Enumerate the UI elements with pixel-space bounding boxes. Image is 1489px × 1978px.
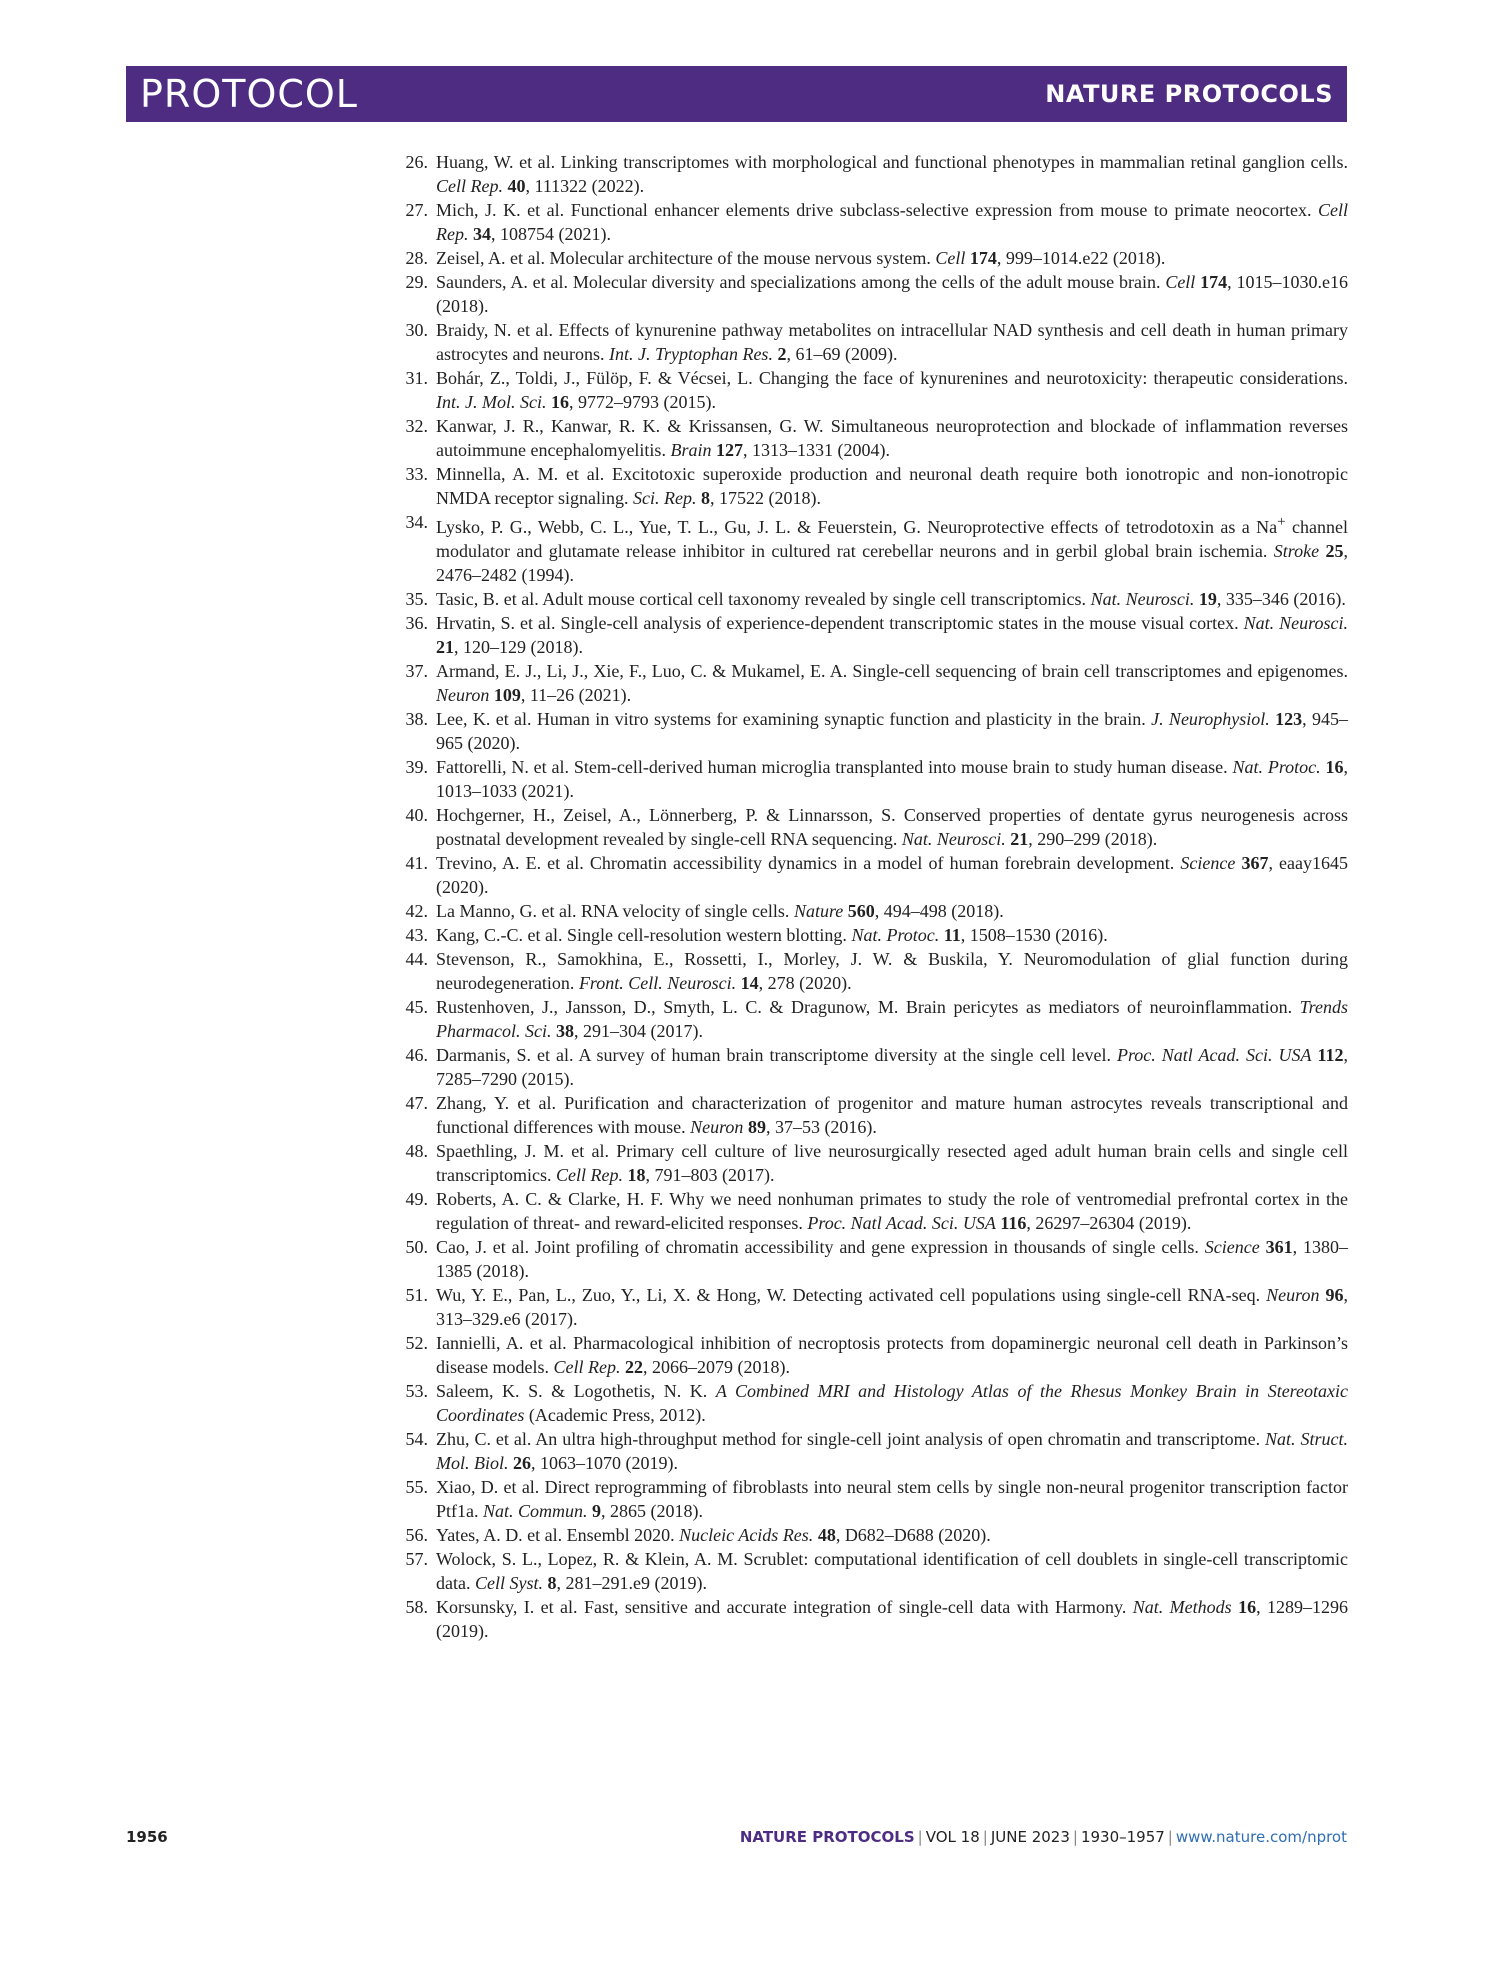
reference-item: [388, 587, 1348, 611]
reference-number: 45.: [405, 997, 428, 1017]
reference-text: Lee, K. et al. Human in vitro systems for examining synaptic function and plasticity in the brain. J. Neurophysiol. 123, 945–965 (2020).: [436, 709, 1349, 753]
reference-number: 44.: [405, 949, 428, 969]
page-number: 1956: [126, 1828, 168, 1846]
reference-item: [388, 462, 1348, 510]
reference-item: [388, 1283, 1348, 1331]
reference-text: Hrvatin, S. et al. Single-cell analysis of experience-dependent transcriptomic states in the mouse visual cortex. Nat. Neurosci. 21, 120–129 (2018).: [436, 613, 1348, 657]
reference-number: 32.: [405, 416, 428, 436]
reference-text: Mich, J. K. et al. Functional enhancer elements drive subclass-selective expression from mouse to primate neocortex. Cell Rep. 34, 108754 (2021).: [436, 200, 1348, 244]
reference-item: [388, 1139, 1348, 1187]
reference-number: 34.: [405, 512, 428, 532]
reference-number: 31.: [405, 368, 428, 388]
footer-citation: NATURE PROTOCOLS | VOL 18 | JUNE 2023 | 1930–1957 | www.nature.com/nprot: [739, 1828, 1347, 1846]
reference-item: [388, 947, 1348, 995]
reference-item: [388, 198, 1348, 246]
reference-number: 38.: [405, 709, 428, 729]
reference-number: 54.: [405, 1429, 428, 1449]
footer-journal: NATURE PROTOCOLS: [739, 1828, 915, 1846]
reference-item: [388, 1331, 1348, 1379]
reference-item: [388, 611, 1348, 659]
reference-text: Wu, Y. E., Pan, L., Zuo, Y., Li, X. & Hong, W. Detecting activated cell populations using single-cell RNA-seq. Neuron 96, 313–329.e6 (2017).: [436, 1285, 1348, 1329]
reference-number: 35.: [405, 589, 428, 609]
reference-number: 28.: [405, 248, 428, 268]
reference-item: [388, 414, 1348, 462]
reference-item: [388, 366, 1348, 414]
reference-item: [388, 246, 1348, 270]
reference-item: [388, 1187, 1348, 1235]
reference-item: [388, 150, 1348, 198]
reference-text: Trevino, A. E. et al. Chromatin accessibility dynamics in a model of human forebrain development. Science 367, eaay1645 (2020).: [436, 853, 1349, 897]
journal-name: NATURE PROTOCOLS: [1045, 80, 1333, 108]
reference-item: [388, 510, 1348, 587]
reference-number: 33.: [405, 464, 428, 484]
reference-number: 49.: [405, 1189, 428, 1209]
reference-item: [388, 707, 1348, 755]
reference-item: [388, 1595, 1348, 1643]
footer-volume: VOL 18: [925, 1828, 980, 1846]
reference-item: [388, 270, 1348, 318]
page-footer: [126, 1828, 1347, 1852]
reference-number: 48.: [405, 1141, 428, 1161]
reference-text: La Manno, G. et al. RNA velocity of single cells. Nature 560, 494–498 (2018).: [436, 901, 1004, 921]
reference-number: 47.: [405, 1093, 428, 1113]
reference-list: [388, 150, 1348, 1643]
reference-number: 41.: [405, 853, 428, 873]
footer-url-link[interactable]: www.nature.com/nprot: [1175, 1828, 1347, 1846]
reference-item: [388, 1043, 1348, 1091]
reference-text: Zhu, C. et al. An ultra high-throughput method for single-cell joint analysis of open chromatin and transcriptome. Nat. Struct. Mol. Biol. 26, 1063–1070 (2019).: [436, 1429, 1348, 1473]
reference-number: 42.: [405, 901, 428, 921]
reference-number: 37.: [405, 661, 428, 681]
reference-item: [388, 1379, 1348, 1427]
reference-number: 50.: [405, 1237, 428, 1257]
footer-date: JUNE 2023: [990, 1828, 1070, 1846]
reference-text: Fattorelli, N. et al. Stem-cell-derived human microglia transplanted into mouse brain to study human disease. Nat. Protoc. 16, 1013–1033 (2021).: [436, 757, 1348, 801]
reference-number: 53.: [405, 1381, 428, 1401]
reference-text: Armand, E. J., Li, J., Xie, F., Luo, C. & Mukamel, E. A. Single-cell sequencing of brain cell transcriptomes and epigenomes. Neuron 109, 11–26 (2021).: [436, 661, 1348, 705]
reference-text: Darmanis, S. et al. A survey of human brain transcriptome diversity at the single cell level. Proc. Natl Acad. Sci. USA 112, 7285–7290 (2015).: [436, 1045, 1348, 1089]
header-bar: [126, 66, 1347, 122]
reference-number: 40.: [405, 805, 428, 825]
reference-item: [388, 1475, 1348, 1523]
reference-item: [388, 803, 1348, 851]
reference-item: [388, 899, 1348, 923]
reference-number: 43.: [405, 925, 428, 945]
reference-text: Saleem, K. S. & Logothetis, N. K. A Combined MRI and Histology Atlas of the Rhesus Monkey Brain in Stereotaxic Coordinates (Academic Press, 2012).: [436, 1381, 1348, 1425]
reference-number: 36.: [405, 613, 428, 633]
reference-text: Roberts, A. C. & Clarke, H. F. Why we need nonhuman primates to study the role of ventromedial prefrontal cortex in the regulation of threat- and reward-elicited responses. Proc. Natl Acad. Sci. USA 116, 26297–26304 (2019).: [436, 1189, 1348, 1233]
reference-item: [388, 1523, 1348, 1547]
reference-number: 51.: [405, 1285, 428, 1305]
reference-text: Huang, W. et al. Linking transcriptomes with morphological and functional phenotypes in mammalian retinal ganglion cells. Cell Rep. 40, 111322 (2022).: [436, 152, 1348, 196]
reference-number: 52.: [405, 1333, 428, 1353]
reference-text: Korsunsky, I. et al. Fast, sensitive and accurate integration of single-cell data with Harmony. Nat. Methods 16, 1289–1296 (2019).: [436, 1597, 1349, 1641]
reference-number: 56.: [405, 1525, 428, 1545]
reference-number: 46.: [405, 1045, 428, 1065]
reference-text: Yates, A. D. et al. Ensembl 2020. Nucleic Acids Res. 48, D682–D688 (2020).: [436, 1525, 991, 1545]
reference-text: Iannielli, A. et al. Pharmacological inhibition of necroptosis protects from dopaminergic neuronal cell death in Parkinson’s disease models. Cell Rep. 22, 2066–2079 (2018).: [436, 1333, 1348, 1377]
reference-text: Stevenson, R., Samokhina, E., Rossetti, I., Morley, J. W. & Buskila, Y. Neuromodulation of glial function during neurodegeneration. Front. Cell. Neurosci. 14, 278 (2020).: [436, 949, 1348, 993]
reference-text: Rustenhoven, J., Jansson, D., Smyth, L. C. & Dragunow, M. Brain pericytes as mediators of neuroinflammation. Trends Pharmacol. Sci. 38, 291–304 (2017).: [436, 997, 1348, 1041]
section-label: PROTOCOL: [140, 72, 358, 116]
reference-number: 57.: [405, 1549, 428, 1569]
reference-number: 26.: [405, 152, 428, 172]
reference-number: 30.: [405, 320, 428, 340]
footer-pages: 1930–1957: [1080, 1828, 1165, 1846]
reference-number: 55.: [405, 1477, 428, 1497]
reference-item: [388, 1091, 1348, 1139]
reference-item: [388, 1427, 1348, 1475]
reference-text: Saunders, A. et al. Molecular diversity and specializations among the cells of the adult mouse brain. Cell 174, 1015–1030.e16 (2018).: [436, 272, 1348, 316]
reference-text: Cao, J. et al. Joint profiling of chromatin accessibility and gene expression in thousands of single cells. Science 361, 1380–1385 (2018).: [436, 1237, 1349, 1281]
reference-item: [388, 1235, 1348, 1283]
reference-text: Spaethling, J. M. et al. Primary cell culture of live neurosurgically resected aged adult human brain cells and single cell transcriptomics. Cell Rep. 18, 791–803 (2017).: [436, 1141, 1348, 1185]
reference-text: Wolock, S. L., Lopez, R. & Klein, A. M. Scrublet: computational identification of cell doublets in single-cell transcriptomic data. Cell Syst. 8, 281–291.e9 (2019).: [436, 1549, 1348, 1593]
reference-number: 58.: [405, 1597, 428, 1617]
reference-item: [388, 995, 1348, 1043]
reference-text: Minnella, A. M. et al. Excitotoxic superoxide production and neuronal death require both ionotropic and non-ionotropic NMDA receptor signaling. Sci. Rep. 8, 17522 (2018).: [436, 464, 1348, 508]
reference-number: 39.: [405, 757, 428, 777]
reference-item: [388, 755, 1348, 803]
reference-text: Braidy, N. et al. Effects of kynurenine pathway metabolites on intracellular NAD synthesis and cell death in human primary astrocytes and neurons. Int. J. Tryptophan Res. 2, 61–69 (2009).: [436, 320, 1348, 364]
reference-item: [388, 318, 1348, 366]
reference-text: Xiao, D. et al. Direct reprogramming of fibroblasts into neural stem cells by single non-neural progenitor transcription factor Ptf1a. Nat. Commun. 9, 2865 (2018).: [436, 1477, 1348, 1521]
reference-number: 29.: [405, 272, 428, 292]
reference-text: Kang, C.-C. et al. Single cell-resolution western blotting. Nat. Protoc. 11, 1508–1530 (2016).: [436, 925, 1108, 945]
reference-item: [388, 923, 1348, 947]
reference-item: [388, 851, 1348, 899]
reference-number: 27.: [405, 200, 428, 220]
reference-text: Zhang, Y. et al. Purification and characterization of progenitor and mature human astrocytes reveals transcriptional and functional differences with mouse. Neuron 89, 37–53 (2016).: [436, 1093, 1348, 1137]
reference-text: Bohár, Z., Toldi, J., Fülöp, F. & Vécsei, L. Changing the face of kynurenines and neurotoxicity: therapeutic considerations. Int. J. Mol. Sci. 16, 9772–9793 (2015).: [436, 368, 1348, 412]
reference-item: [388, 659, 1348, 707]
reference-text: Kanwar, J. R., Kanwar, R. K. & Krissansen, G. W. Simultaneous neuroprotection and blockade of inflammation reverses autoimmune encephalomyelitis. Brain 127, 1313–1331 (2004).: [436, 416, 1348, 460]
reference-text: Tasic, B. et al. Adult mouse cortical cell taxonomy revealed by single cell transcriptomics. Nat. Neurosci. 19, 335–346 (2016).: [436, 589, 1346, 609]
reference-item: [388, 1547, 1348, 1595]
reference-text: Zeisel, A. et al. Molecular architecture of the mouse nervous system. Cell 174, 999–1014.e22 (2018).: [436, 248, 1166, 268]
reference-text: Hochgerner, H., Zeisel, A., Lönnerberg, P. & Linnarsson, S. Conserved properties of dentate gyrus neurogenesis across postnatal development revealed by single-cell RNA sequencing. Nat. Neurosci. 21, 290–299 (2018).: [436, 805, 1348, 849]
reference-text: Lysko, P. G., Webb, C. L., Yue, T. L., Gu, J. L. & Feuerstein, G. Neuroprotective effects of tetrodotoxin as a Na+ channel modulator and glutamate release inhibitor in cultured rat cerebellar neurons and in gerbil global brain ischemia. Stroke 25, 2476–2482 (1994).: [436, 514, 1349, 585]
